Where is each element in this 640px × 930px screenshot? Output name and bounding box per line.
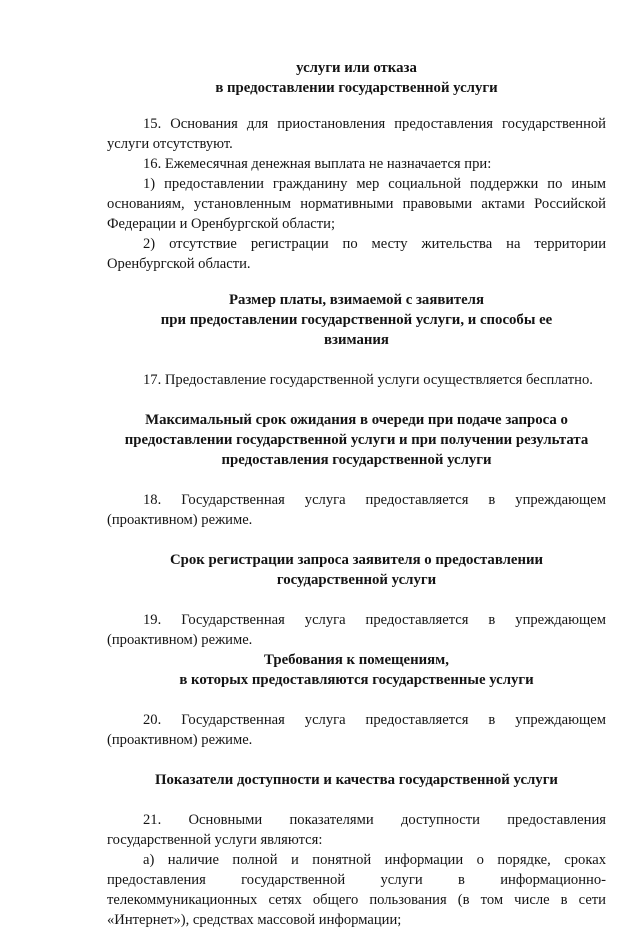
paragraph-20: 20. Государственная услуга предоставляется в упреждающем (проактивном) режиме. [107, 712, 606, 748]
heading-accessibility [107, 770, 606, 790]
heading-line: Максимальный срок ожидания в очереди при подаче запроса о [145, 412, 568, 428]
paragraph-15: 15. Основания для приостановления предоставления государственной услуги отсутствуют. [107, 116, 606, 152]
heading-line: предоставлении государственной услуги и при получении результата [124, 432, 589, 448]
heading-line: предоставления государственной услуги [221, 452, 492, 468]
heading-line: Требования к помещениям, [264, 652, 449, 668]
heading-line: Размер платы, взимаемой с заявителя [228, 292, 484, 308]
heading-line: Срок регистрации запроса заявителя о предоставлении [169, 552, 544, 568]
paragraph-16-2: 2) отсутствие регистрации по месту жительства на территории Оренбургской области. [107, 236, 606, 272]
heading-line: услуги или отказа [296, 60, 417, 76]
heading-line: при предоставлении государственной услуги, и способы ее [160, 312, 553, 328]
paragraph-19: 19. Государственная услуга предоставляется в упреждающем (проактивном) режиме. [107, 612, 606, 648]
paragraph-18: 18. Государственная услуга предоставляется в упреждающем (проактивном) режиме. [107, 492, 606, 528]
paragraph-21: 21. Основными показателями доступности предоставления государственной услуги являются: [107, 812, 606, 848]
heading-queue [107, 410, 606, 470]
heading-suspension [107, 58, 606, 98]
heading-line: в предоставлении государственной услуги [215, 80, 498, 96]
heading-line: в которых предоставляются государственные услуги [179, 672, 534, 688]
heading-line: взимания [324, 332, 389, 348]
paragraph-16: 16. Ежемесячная денежная выплата не назначается при: [143, 156, 492, 172]
heading-fee [107, 290, 606, 350]
heading-premises [107, 650, 606, 690]
paragraph-17: 17. Предоставление государственной услуги осуществляется бесплатно. [143, 372, 593, 388]
heading-line: государственной услуги [276, 572, 437, 588]
paragraph-16-1: 1) предоставлении гражданину мер социальной поддержки по иным основаниям, установленным нормативными правовыми актами Российской Федерации и Оренбургской области; [107, 176, 606, 232]
heading-registration [107, 550, 606, 590]
paragraph-21-a: а) наличие полной и понятной информации о порядке, сроках предоставления государственной услуги в информационно-телекоммуникационных сетях общего пользования (в том числе в сети «Интернет»), средствах массовой информации; [107, 852, 606, 928]
heading-line: Показатели доступности и качества государственной услуги [155, 772, 558, 788]
